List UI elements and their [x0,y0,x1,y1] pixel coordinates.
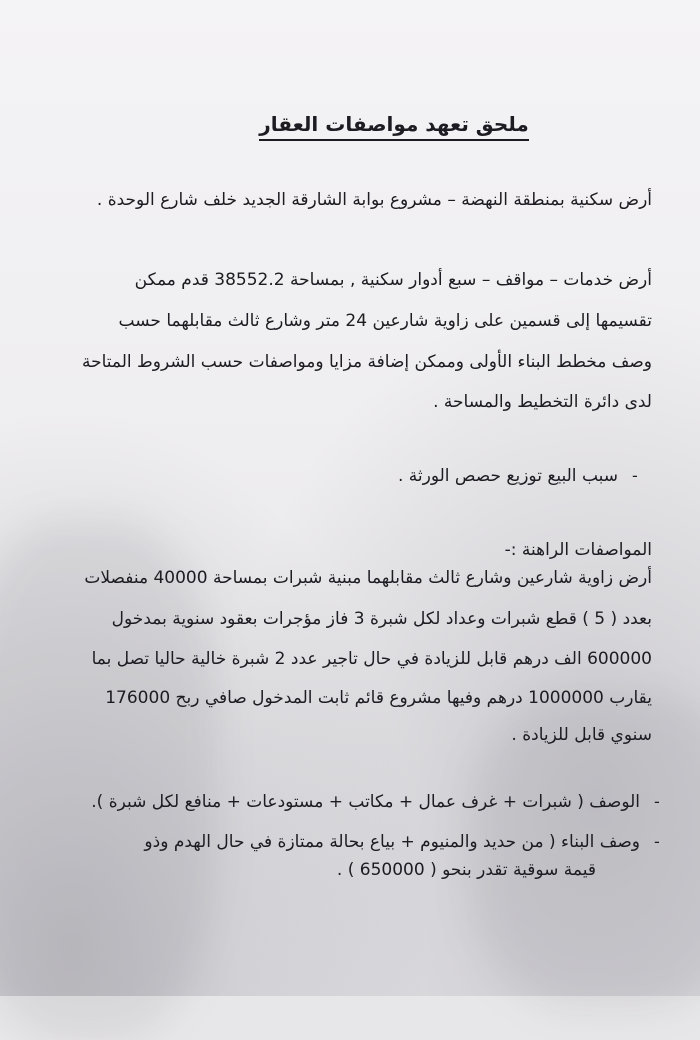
building-line-continued: قيمة سوقية تقدر بنحو ( 650000 ) . [336,860,596,880]
building-text: وصف البناء ( من حديد والمنيوم + بياع بحالة ممتازة في حال الهدم وذو [144,832,641,852]
sale-reason-item [398,466,638,486]
description-text: الوصف ( شبرات + غرف عمال + مكاتب + مستودعات + منافع لكل شبرة ). [91,792,641,812]
specs-line: بعدد ( 5 ) قطع شبرات وعداد لكل شبرة 3 فاز مؤجرات بعقود سنوية بمدخول [111,609,652,629]
paragraph-line: أرض خدمات – مواقف – سبع أدوار سكنية , بمساحة 38552.2 قدم ممكن [134,270,652,290]
bullet-dash: - [654,832,660,851]
bullet-dash: - [632,466,638,485]
document-title [0,112,700,141]
location-line: أرض سكنية بمنطقة النهضة – مشروع بوابة الشارقة الجديد خلف شارع الوحدة . [96,190,652,210]
title-text: ملحق تعهد مواصفات العقار [259,112,529,141]
specs-line: سنوي قابل للزيادة . [511,725,652,745]
paragraph-line: وصف مخطط البناء الأولى وممكن إضافة مزايا ومواصفات حسب الشروط المتاحة [81,352,652,372]
paragraph-line: لدى دائرة التخطيط والمساحة . [433,392,652,412]
description-item [91,792,660,812]
building-item [144,832,660,852]
specs-heading: المواصفات الراهنة :- [504,540,652,560]
specs-line: يقارب 1000000 درهم وفيها مشروع قائم ثابت المدخول صافي ربح 176000 [105,688,652,708]
bullet-dash: - [654,792,660,811]
paragraph-line: تقسيمها إلى قسمين على زاوية شارعين 24 متر وشارع ثالث مقابلهما حسب [118,311,652,331]
specs-line: 600000 الف درهم قابل للزيادة في حال تاجير عدد 2 شبرة خالية حاليا تصل بما [91,649,652,669]
sale-reason-text: سبب البيع توزيع حصص الورثة . [397,466,619,486]
specs-line: أرض زاوية شارعين وشارع ثالث مقابلهما مبنية شبرات بمساحة 40000 منفصلات [84,568,652,588]
photo-shadow [0,520,220,1040]
